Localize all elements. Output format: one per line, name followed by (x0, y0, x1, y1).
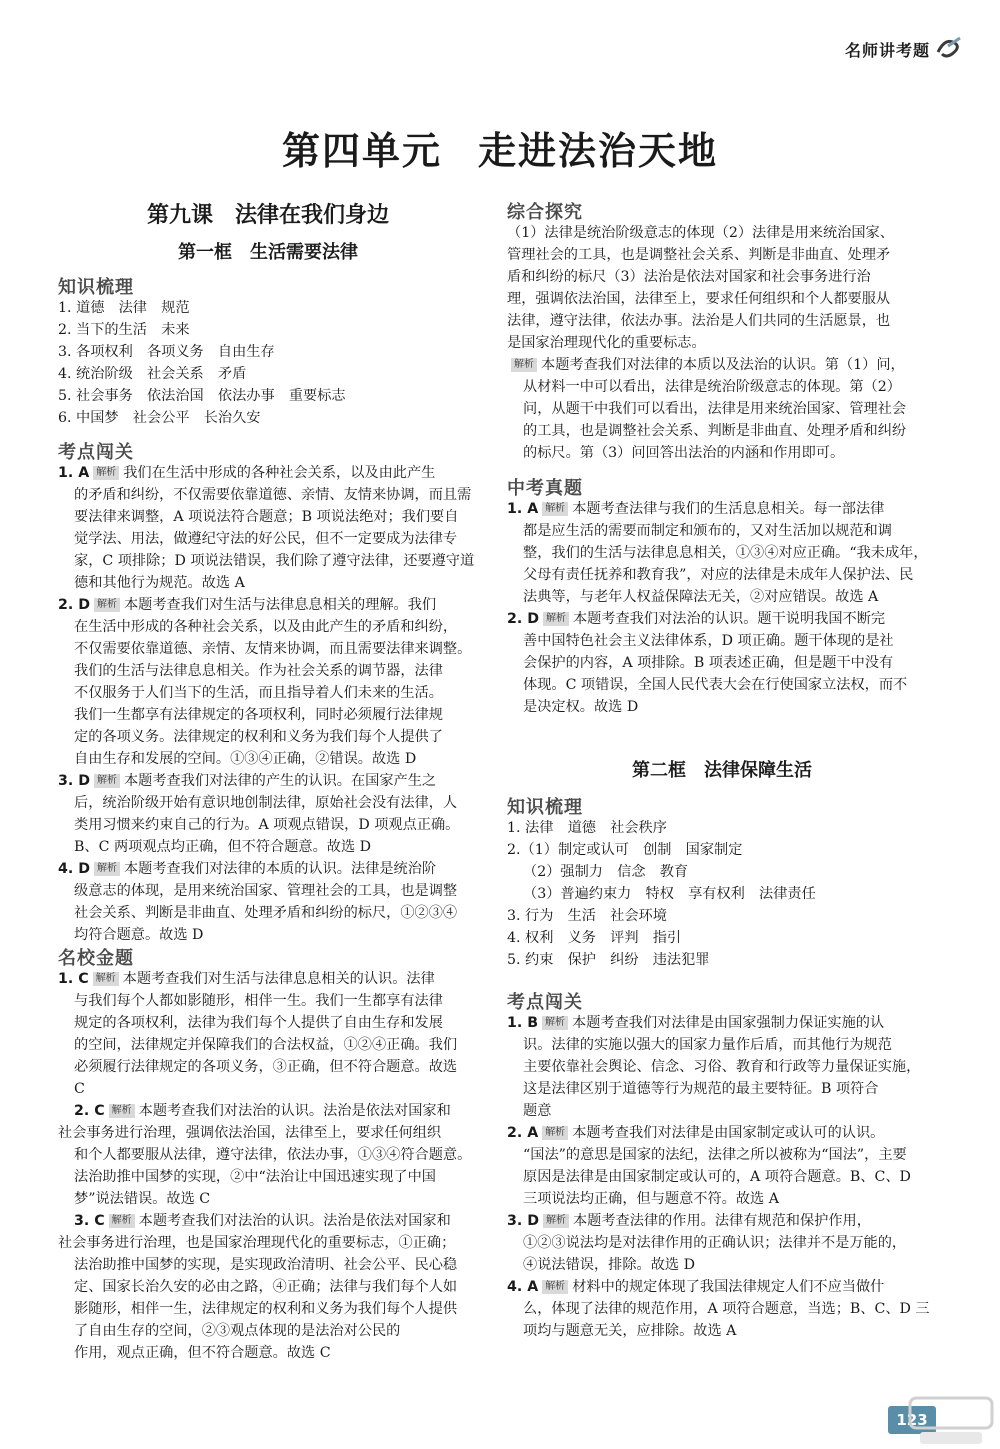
analysis-tag: 解析 (109, 1104, 135, 1118)
right-text-line: 体现。C 项错误，全国人民代表大会在行使国家立法权，而不 (523, 677, 908, 693)
analysis-tag: 解析 (543, 612, 569, 626)
right-text-line: 原因是法律是由国家制定或认可的，A 项符合题意。B、C、D (523, 1169, 911, 1185)
right-text-line: 主要依靠社会舆论、信念、习俗、教育和行政等力量保证实施， (523, 1059, 921, 1075)
left-text-line: 必须履行法律规定的各项义务，③正确，但不符合题意。故选 (74, 1059, 458, 1075)
right-text-line: 2.（1）制定或认可 创制 国家制定 (507, 842, 743, 858)
right-text-line: 识。法律的实施以强大的国家力量作后盾，而其他行为规范 (523, 1037, 892, 1053)
left-text-line: 的空间，法律规定并保障我们的合法权益，①②④正确。我们 (74, 1037, 458, 1053)
right-text-line: 管理社会的工具，也是调整社会关系、判断是非曲直、处理矛 (507, 247, 891, 263)
answer-number: 1. A (58, 465, 90, 481)
left-text-line: 类用习惯来约束自己的行为。A 项观点错误，D 项观点正确。 (74, 817, 460, 833)
left-text-line: 自由生存和发展的空间。①③④正确，②错误。故选 D (74, 751, 417, 767)
right-text-line: 3. D 解析 本题考查法律的作用。法律有规范和保护作用， (507, 1213, 871, 1229)
left-text-line: 觉学法、用法，做遵纪守法的好公民，但不一定要成为法律专 (74, 531, 458, 547)
lesson-title: 第九课 法律在我们身边 (146, 203, 389, 228)
right-text-line: 解析 本题考查我们对法律的本质以及法治的认识。第（1）问， (507, 354, 905, 376)
right-text-line: （2）强制力 信念 教育 (523, 864, 689, 880)
watermark-logo-icon (906, 1392, 996, 1448)
section-label-zhongkao: 中考真题 (507, 478, 583, 499)
right-text-line: 1. 法律 道德 社会秩序 (507, 820, 667, 836)
right-text-line: 3. 行为 生活 社会环境 (507, 908, 667, 924)
left-text-line: 家，C 项排除；D 项说法错误，我们除了遵守法律，还要遵守道 (74, 553, 475, 569)
right-text-line: 是决定权。故选 D (523, 699, 639, 715)
left-text-line: 定、国家长治久安的必由之路，④正确；法律与我们每个人如 (74, 1279, 458, 1295)
right-text-line: 问，从题干中我们可以看出，法律是用来统治国家、管理社会 (523, 401, 907, 417)
left-text-line: 2. D 解析 本题考查我们对生活与法律息息相关的理解。我们 (58, 597, 437, 613)
analysis-tag: 解析 (94, 598, 120, 612)
right-text-line: 理，强调依法治国，法律至上，要求任何组织和个人都要服从 (507, 291, 891, 307)
left-text-line: 社会事务进行治理，强调依法治国，法律至上，要求任何组织 (58, 1125, 442, 1141)
brand-logo-icon (934, 32, 964, 62)
left-text-line: 的矛盾和纠纷，不仅需要依靠道德、亲情、友情来协调，而且需 (74, 487, 472, 503)
right-text-line: 的工具，也是调整社会关系、判断是非曲直、处理矛盾和纠纷 (523, 423, 907, 439)
left-text-line: 2. C 解析 本题考查我们对法治的认识。法治是依法对国家和 (74, 1103, 451, 1119)
right-text-line: （3）普遍约束力 特权 享有权利 法律责任 (523, 886, 816, 902)
section-label-kaodian: 考点闯关 (58, 442, 134, 463)
right-text-line: 的标尺。第（3）问回答出法治的内涵和作用即可。 (523, 445, 845, 461)
section-label-kaodian2: 考点闯关 (507, 992, 583, 1013)
frame2-title: 第二框 法律保障生活 (632, 760, 812, 781)
unit-name: 走进法治天地 (478, 129, 719, 173)
answer-number: 3. C (74, 1213, 105, 1229)
left-text-line: 4. D 解析 本题考查我们对法律的本质的认识。法律是统治阶 (58, 861, 437, 877)
right-text-line: 整，我们的生活与法律息息相关，①③④对应正确。“我未成年， (523, 545, 928, 561)
header-brand: 名师讲考题 (844, 41, 930, 60)
right-text-line: 父母有责任抚养和教育我”，对应的法律是未成年人保护法、民 (523, 567, 914, 583)
analysis-tag: 解析 (543, 1214, 569, 1228)
left-text-line: 和个人都要服从法律，遵守法律，依法办事，①③④符合题意。 (74, 1147, 472, 1163)
unit-number: 第四单元 (281, 129, 442, 173)
left-text-line: 3. 各项权利 各项义务 自由生存 (58, 344, 275, 360)
right-text-line: 盾和纠纷的标尺（3）法治是依法对国家和社会事务进行治 (507, 269, 871, 285)
right-text-line: 题意 (523, 1103, 552, 1119)
left-text-line: 2. 当下的生活 未来 (58, 322, 190, 338)
left-text-line: B、C 两项观点均正确，但不符合题意。故选 D (74, 839, 372, 855)
right-text-line: 善中国特色社会主义法律体系，D 项正确。题干体现的是社 (523, 633, 894, 649)
analysis-tag: 解析 (542, 1016, 568, 1030)
right-text-line: （1）法律是统治阶级意志的体现（2）法律是用来统治国家、 (507, 225, 894, 241)
answer-number: 2. C (74, 1103, 105, 1119)
left-text-line: 要法律来调整，A 项说法符合题意；B 项说法绝对；我们要自 (74, 509, 459, 525)
left-text-line: 5. 社会事务 依法治国 依法办事 重要标志 (58, 388, 346, 404)
section-label-zhishi: 知识梳理 (58, 277, 134, 298)
analysis-tag: 解析 (542, 1280, 568, 1294)
analysis-tag: 解析 (109, 1214, 135, 1228)
left-text-line: 均符合题意。故选 D (74, 927, 204, 943)
answer-number: 3. D (507, 1213, 539, 1229)
analysis-tag: 解析 (93, 466, 119, 480)
left-text-line: 了自由生存的空间，②③观点体现的是法治对公民的 (74, 1323, 401, 1339)
right-text-line: 是国家治理现代化的重要标志。 (507, 335, 706, 351)
left-text-line: 影随形，相伴一生，法律规定的权利和义务为我们每个人提供 (74, 1301, 458, 1317)
right-text-line: 2. A 解析 本题考查我们对法律是由国家制定或认可的认识。 (507, 1125, 885, 1141)
left-text-line: 3. D 解析 本题考查我们对法律的产生的认识。在国家产生之 (58, 773, 437, 789)
left-text-line: 法治助推中国梦的实现，②中“法治让中国迅速实现了中国 (74, 1169, 436, 1185)
left-text-line: 3. C 解析 本题考查我们对法治的认识。法治是依法对国家和 (74, 1213, 451, 1229)
analysis-tag: 解析 (542, 1126, 568, 1140)
left-text-line: 1. C 解析 本题考查我们对生活与法律息息相关的认识。法律 (58, 971, 435, 987)
left-text-line: 德和其他行为规范。故选 A (74, 575, 245, 591)
right-text-line: 法典等，与老年人权益保障法无关，②对应错误。故选 A (523, 589, 879, 605)
answer-number: 2. A (507, 1125, 539, 1141)
unit-title (0, 120, 1000, 175)
right-text-line: 1. A 解析 本题考查法律与我们的生活息息相关。每一部法律 (507, 501, 885, 517)
left-text-line: 不仅需要依靠道德、亲情、友情来协调，而且需要法律来调整。 (74, 641, 472, 657)
left-text-line: 社会关系、判断是非曲直、处理矛盾和纠纷的标尺，①②③④ (74, 905, 458, 921)
answer-number: 2. D (507, 611, 539, 627)
right-text-line: 5. 约束 保护 纠纷 违法犯罪 (507, 952, 710, 968)
left-text-line: 社会事务进行治理，也是国家治理现代化的重要标志，①正确； (58, 1235, 456, 1251)
answer-number: 3. D (58, 773, 90, 789)
page-number: 123 (888, 1406, 936, 1434)
right-text-line: 4. 权利 义务 评判 指引 (507, 930, 682, 946)
analysis-tag: 解析 (511, 358, 537, 372)
answer-number: 1. B (507, 1015, 539, 1031)
right-text-line: 项均与题意无关，应排除。故选 A (523, 1323, 737, 1339)
left-text-line: 作用，观点正确，但不符合题意。故选 C (74, 1345, 331, 1361)
answer-number: 4. D (58, 861, 90, 877)
frame1-title: 第一框 生活需要法律 (178, 242, 358, 263)
left-text-line: C (74, 1081, 85, 1097)
right-text-line: 都是应生活的需要而制定和颁布的，又对生活加以规范和调 (523, 523, 892, 539)
right-text-line: “国法”的意思是国家的法纪，法律之所以被称为“国法”，主要 (523, 1147, 907, 1163)
left-text-line: 定的各项义务。法律规定的权利和义务为我们每个人提供了 (74, 729, 443, 745)
section-label-zonghe: 综合探究 (507, 202, 583, 223)
left-text-line: 规定的各项权利，法律为我们每个人提供了自由生存和发展 (74, 1015, 443, 1031)
right-text-line: 2. D 解析 本题考查我们对法治的认识。题干说明我国不断完 (507, 611, 886, 627)
right-text-line: 这是法律区别于道德等行为规范的最主要特征。B 项符合 (523, 1081, 879, 1097)
answer-number: 2. D (58, 597, 90, 613)
answer-number: 4. A (507, 1279, 539, 1295)
left-text-line: 我们的生活与法律息息相关。作为社会关系的调节器，法律 (74, 663, 443, 679)
analysis-tag: 解析 (542, 502, 568, 516)
right-text-line: 么，体现了法律的规范作用，A 项符合题意，当选；B、C、D 三 (523, 1301, 930, 1317)
section-label-mingxiao: 名校金题 (58, 948, 134, 969)
left-text-line: 后，统治阶级开始有意识地创制法律，原始社会没有法律，人 (74, 795, 458, 811)
analysis-tag: 解析 (94, 774, 120, 788)
left-text-line: 在生活中形成的各种社会关系，以及由此产生的矛盾和纠纷， (74, 619, 458, 635)
left-text-line: 1. A 解析 我们在生活中形成的各种社会关系，以及由此产生 (58, 465, 436, 481)
left-text-line: 不仅服务于人们当下的生活，而且指导着人们未来的生活。 (74, 685, 443, 701)
right-text-line: ①②③说法均是对法律作用的正确认识；法律并不是万能的， (523, 1235, 907, 1251)
left-text-line: 6. 中国梦 社会公平 长治久安 (58, 410, 261, 426)
right-text-line: 从材料一中可以看出，法律是统治阶级意志的体现。第（2） (523, 379, 901, 395)
right-text-line: 4. A 解析 材料中的规定体现了我国法律规定人们不应当做什 (507, 1279, 885, 1295)
left-text-line: 我们一生都享有法律规定的各项权利，同时必须履行法律规 (74, 707, 443, 723)
right-text-line: 会保护的内容，A 项排除。B 项表述正确，但是题干中没有 (523, 655, 894, 671)
left-text-line: 1. 道德 法律 规范 (58, 300, 190, 316)
left-text-line: 梦”说法错误。故选 C (74, 1191, 211, 1207)
analysis-tag: 解析 (93, 972, 119, 986)
section-label-zhishi2: 知识梳理 (507, 797, 583, 818)
right-text-line: 法律，遵守法律，依法办事。法治是人们共同的生活愿景，也 (507, 313, 891, 329)
left-text-line: 级意志的体现，是用来统治国家、管理社会的工具，也是调整 (74, 883, 458, 899)
right-text-line: 1. B 解析 本题考查我们对法律是由国家强制力保证实施的认 (507, 1015, 885, 1031)
analysis-tag: 解析 (94, 862, 120, 876)
answer-number: 1. C (58, 971, 89, 987)
left-text-line: 法治助推中国梦的实现，是实现政治清明、社会公平、民心稳 (74, 1257, 458, 1273)
left-text-line: 4. 统治阶级 社会关系 矛盾 (58, 366, 247, 382)
answer-number: 1. A (507, 501, 539, 517)
left-text-line: 与我们每个人都如影随形，相伴一生。我们一生都享有法律 (74, 993, 443, 1009)
right-text-line: 三项说法均正确，但与题意不符。故选 A (523, 1191, 779, 1207)
right-text-line: ④说法错误，排除。故选 D (523, 1257, 695, 1273)
